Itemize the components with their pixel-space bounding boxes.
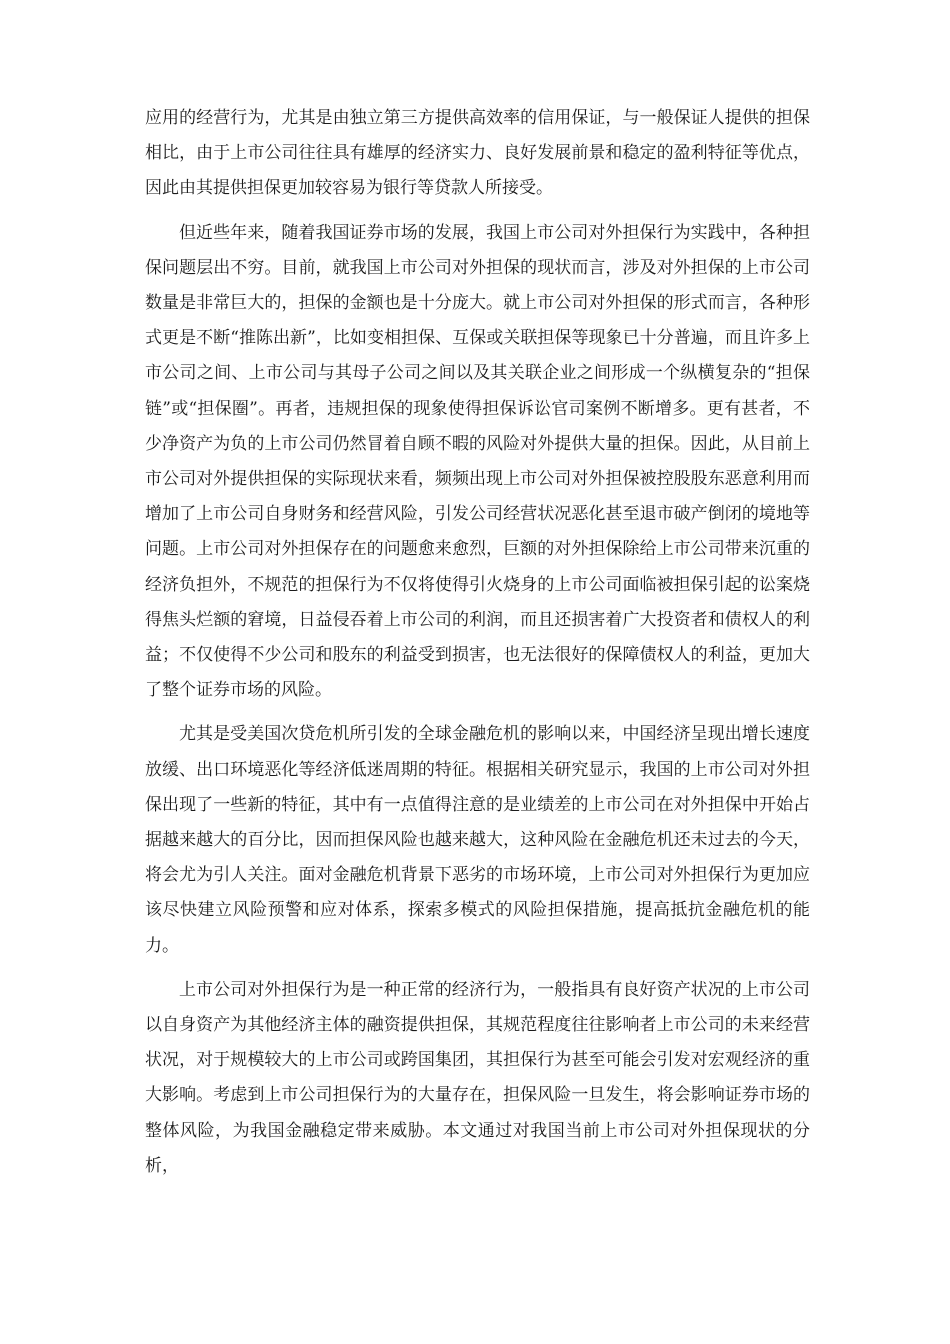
document-body	[145, 101, 810, 1184]
paragraph-4: 上市公司对外担保行为是一种正常的经济行为，一般指具有良好资产状况的上市公司以自身资产为其他经济主体的融资提供担保，其规范程度往往影响者上市公司的未来经营状况，对于规模较大的上市公司或跨国集团，其担保行为甚至可能会引发对宏观经济的重大影响。考虑到上市公司担保行为的大量存在，担保风险一旦发生，将会影响证券市场的整体风险，为我国金融稳定带来威胁。本文通过对我国当前上市公司对外担保现状的分析，	[145, 979, 810, 1176]
paragraph-3: 尤其是受美国次贷危机所引发的全球金融危机的影响以来，中国经济呈现出增长速度放缓、出口环境恶化等经济低迷周期的特征。根据相关研究显示，我国的上市公司对外担保出现了一些新的特征，其中有一点值得注意的是业绩差的上市公司在对外担保中开始占据越来越大的百分比，因而担保风险也越来越大，这种风险在金融危机还未过去的今天，将会尤为引人关注。面对金融危机背景下恶劣的市场环境，上市公司对外担保行为更加应该尽快建立风险预警和应对体系，探索多模式的风险担保措施，提高抵抗金融危机的能力。	[145, 724, 810, 956]
paragraph-1: 应用的经营行为，尤其是由独立第三方提供高效率的信用保证，与一般保证人提供的担保相比，由于上市公司往往具有雄厚的经济实力、良好发展前景和稳定的盈利特征等优点，因此由其提供担保更加较容易为银行等贷款人所接受。	[145, 108, 810, 199]
paragraph-2: 但近些年来，随着我国证券市场的发展，我国上市公司对外担保行为实践中，各种担保问题层出不穷。目前，就我国上市公司对外担保的现状而言，涉及对外担保的上市公司数量是非常巨大的，担保的金额也是十分庞大。就上市公司对外担保的形式而言，各种形式更是不断“推陈出新”，比如变相担保、互保或关联担保等现象已十分普遍，而且许多上市公司之间、上市公司与其母子公司之间以及其关联企业之间形成一个纵横复杂的“担保链”或“担保圈”。再者，违规担保的现象使得担保诉讼官司案例不断增多。更有甚者，不少净资产为负的上市公司仍然冒着自顾不暇的风险对外提供大量的担保。因此，从目前上市公司对外提供担保的实际现状来看，频频出现上市公司对外担保被控股股东恶意利用而增加了上市公司自身财务和经营风险，引发公司经营状况恶化甚至退市破产倒闭的境地等问题。上市公司对外担保存在的问题愈来愈烈，巨额的对外担保除给上市公司带来沉重的经济负担外，不规范的担保行为不仅将使得引火烧身的上市公司面临被担保引起的讼案烧得焦头烂额的窘境，日益侵吞着上市公司的利润，而且还损害着广大投资者和债权人的利益；不仅使得不少公司和股东的利益受到损害，也无法很好的保障债权人的利益，更加大了整个证券市场的风险。	[145, 222, 810, 701]
